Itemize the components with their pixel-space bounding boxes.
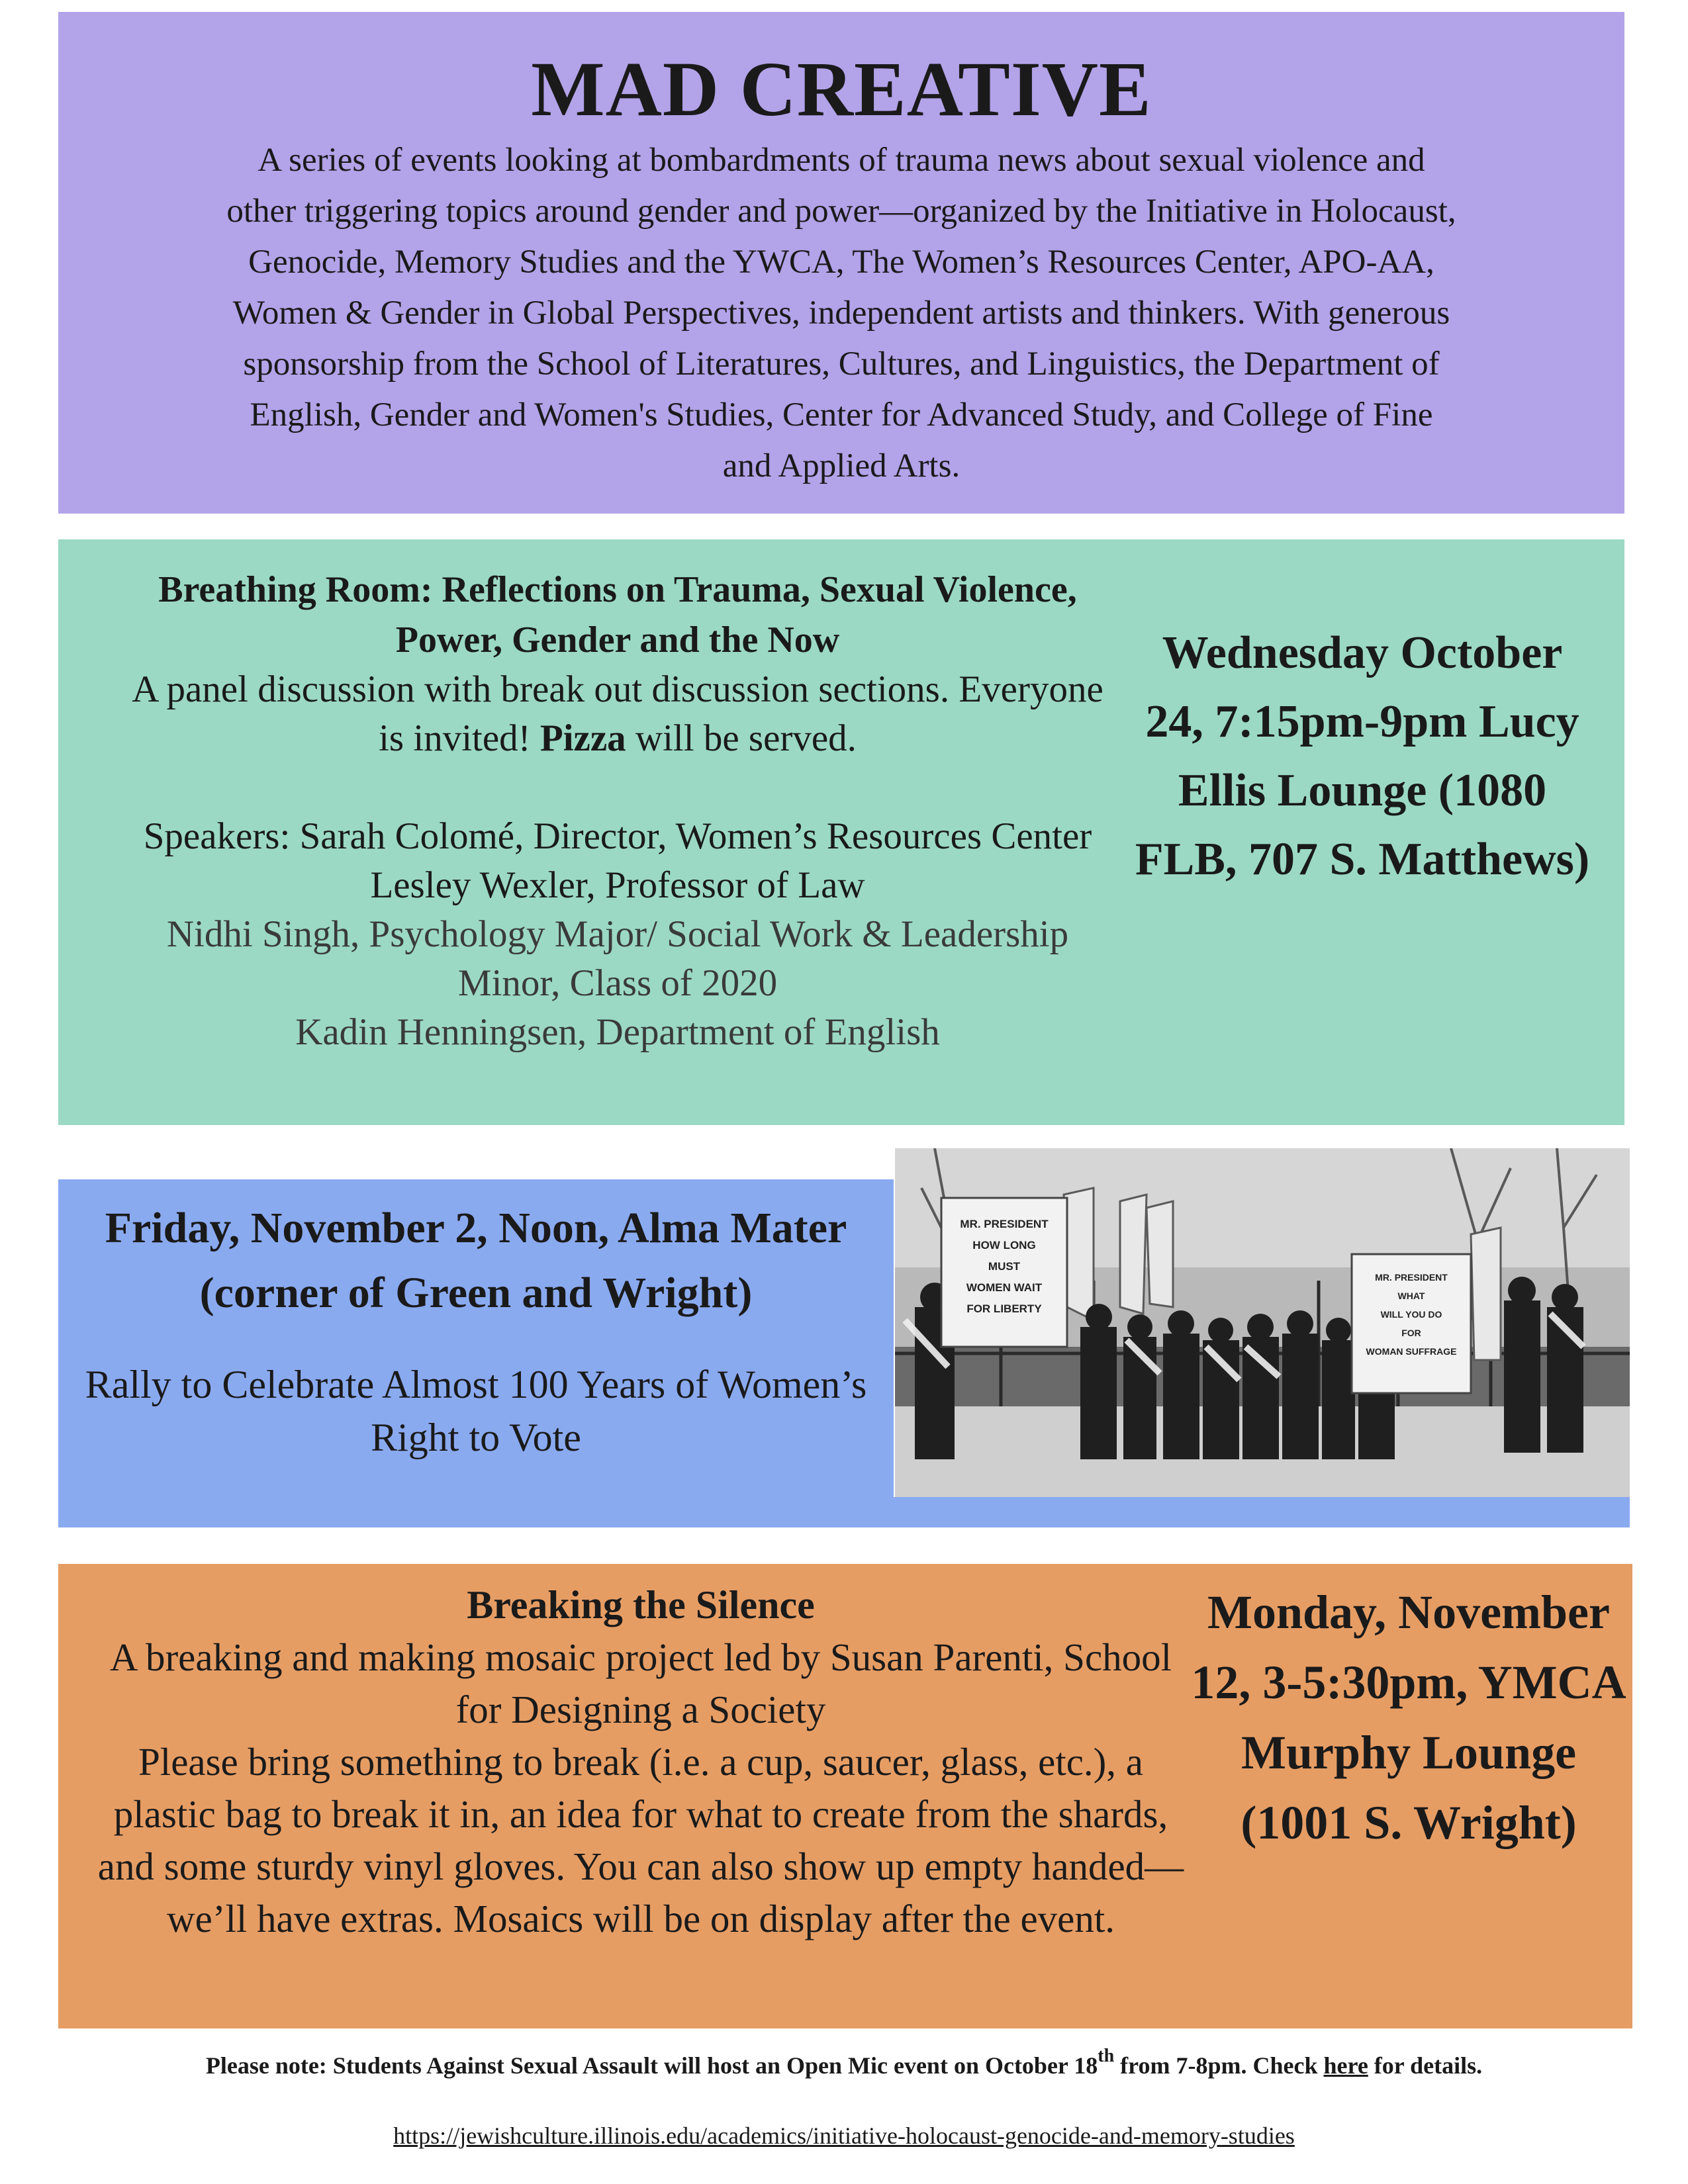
event-title: Breathing Room: Reflections on Trauma, Sexual Violence, Power, Gender and the Now	[158, 569, 1077, 660]
sign-text: FOR	[1401, 1328, 1421, 1338]
sign-text: FOR LIBERTY	[966, 1302, 1042, 1315]
sign-text: MR. PRESIDENT	[960, 1218, 1049, 1230]
sign-text: MUST	[988, 1260, 1021, 1273]
sign-text: HOW LONG	[972, 1239, 1036, 1251]
sign-text: WOMEN WAIT	[966, 1281, 1043, 1294]
event-description: Rally to Celebrate Almost 100 Years of Women’s Right to Vote	[85, 1363, 867, 1459]
event-date-location: Monday, November 12, 3-5:30pm, YMCA Murphy Lounge (1001 S. Wright)	[1191, 1586, 1626, 1849]
here-link[interactable]: here	[1323, 2052, 1368, 2079]
photo-backdrop	[894, 1497, 1630, 1527]
sign-text: WILL YOU DO	[1380, 1309, 1442, 1320]
event-description: Please bring something to break (i.e. a cup, saucer, glass, etc.), a plastic bag to break it in, an idea for what to create from the shards, and some sturdy vinyl gloves. You can also show up empty handed—we’ll have extras. Mosaics will be on display after the event.	[97, 1740, 1184, 1940]
event-title: Breaking the Silence	[467, 1583, 815, 1627]
event-description: A breaking and making mosaic project led by Susan Parenti, School for Designing a Society	[109, 1635, 1172, 1731]
event-breathing-room	[58, 539, 1624, 1125]
event-breaking-the-silence	[58, 1564, 1632, 2028]
event-date-location: Wednesday October 24, 7:15pm-9pm Lucy Ellis Lounge (1080 FLB, 707 S. Matthews)	[1135, 627, 1590, 885]
event-description-text-end: will be served.	[626, 717, 857, 759]
event-details	[85, 1578, 1197, 1945]
header-panel	[58, 12, 1624, 514]
page-title: MAD CREATIVE	[531, 46, 1152, 132]
speaker-line: Nidhi Singh, Psychology Major/ Social Work & Leadership Minor, Class of 2020	[166, 913, 1069, 1004]
open-mic-note	[132, 2046, 1556, 2087]
event-title: Friday, November 2, Noon, Alma Mater (corner of Green and Wright)	[105, 1204, 847, 1317]
speaker-line: Lesley Wexler, Professor of Law	[370, 864, 865, 906]
speaker-line: Kadin Henningsen, Department of English	[295, 1011, 940, 1053]
event-rally	[58, 1179, 894, 1527]
sign-text: WOMAN SUFFRAGE	[1366, 1346, 1457, 1357]
sign-text: WHAT	[1397, 1291, 1425, 1301]
note-text: Please note: Students Against Sexual Assault will host an Open Mic event on October 18	[205, 2052, 1098, 2079]
sign-text: MR. PRESIDENT	[1375, 1272, 1448, 1283]
speaker-line: Speakers: Sarah Colomé, Director, Women’s Resources Center	[143, 815, 1092, 857]
event-description-text: A panel discussion with break out discussion sections. Everyone is invited!	[132, 668, 1103, 759]
initiative-url-link[interactable]: https://jewishculture.illinois.edu/academics/initiative-holocaust-genocide-and-memory-studies	[393, 2122, 1295, 2149]
note-superscript: th	[1098, 2046, 1115, 2066]
note-text: from 7-8pm. Check	[1114, 2052, 1324, 2079]
suffragist-photo-drawing	[895, 1148, 1630, 1497]
suffragist-photo	[895, 1148, 1630, 1497]
series-description: A series of events looking at bombardments of trauma news about sexual violence and other triggering topics around gender and power—organized by the Initiative in Holocaust, Genocide, Memory Studies and the YWCA, The Women’s Resources Center, APO-AA, Women & Gender in Global Perspectives, independent artists and thinkers. With generous sponsorship from the School of Literatures, Cultures, and Linguistics, the Department of English, Gender and Women's Studies, Center for Advanced Study, and College of Fine and Applied Arts.	[226, 142, 1456, 484]
event-description-bold: Pizza	[539, 717, 626, 759]
event-details	[118, 565, 1117, 1057]
event-description	[118, 665, 1117, 763]
note-text: for details.	[1368, 2052, 1483, 2079]
